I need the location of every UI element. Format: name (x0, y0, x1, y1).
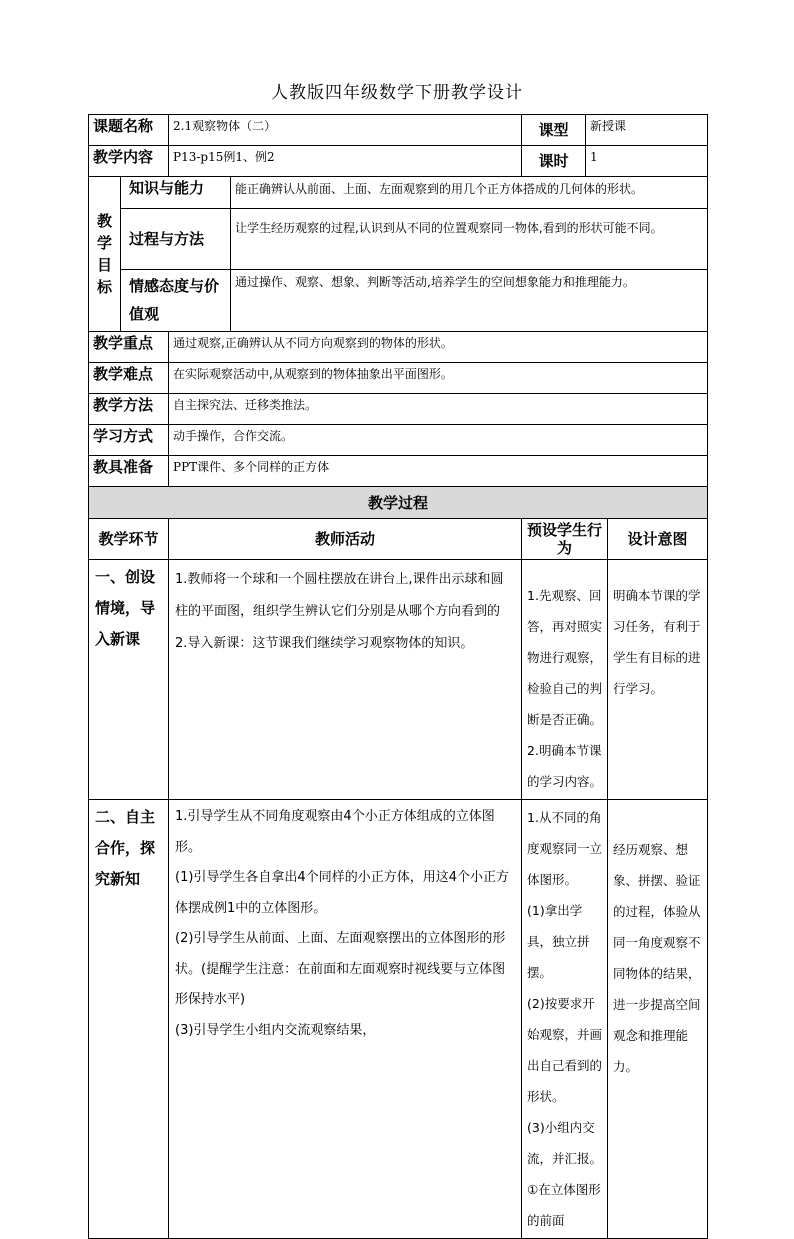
teacher-activity-item: (3)引导学生小组内交流观察结果， (175, 1022, 376, 1038)
column-header: 教学环节 (89, 519, 169, 560)
stage-cell: 二、自主合作，探究新知 (89, 800, 169, 1239)
student-behavior-item: (2)按要求开始观察，并画出自己看到的形状。 (527, 996, 603, 1104)
goal-text: 通过操作、观察、想象、判断等活动,培养学生的空间想象能力和推理能力。 (231, 270, 708, 332)
teacher-activity-cell (169, 560, 522, 800)
student-behavior-cell (522, 800, 608, 1239)
topic-value: 2.1观察物体（二） (169, 115, 522, 146)
process-title-row (89, 487, 708, 519)
info-text: 在实际观察活动中,从观察到的物体抽象出平面图形。 (169, 363, 708, 394)
student-behavior-item: (3)小组内交流，并汇报。 (527, 1120, 603, 1166)
student-behavior-item: 2.明确本节课的学习内容。 (527, 743, 603, 789)
goals-label-char: 教 (96, 212, 112, 230)
process-title: 教学过程 (89, 487, 708, 519)
hours-label: 课时 (522, 146, 586, 177)
teacher-activity-item: 1.引导学生从不同角度观察由4个小正方体组成的立体图形。 (175, 809, 495, 855)
teacher-activity-cell (169, 800, 522, 1239)
goal-label: 情感态度与价值观 (121, 270, 231, 332)
content-value: P13-p15例1、例2 (169, 146, 522, 177)
goals-label (89, 177, 121, 332)
goal-label: 知识与能力 (121, 177, 231, 209)
process-row (89, 800, 708, 1239)
goal-label: 过程与方法 (121, 209, 231, 270)
column-header: 教师活动 (169, 519, 522, 560)
info-label: 教学重点 (89, 332, 169, 363)
type-value: 新授课 (586, 115, 708, 146)
content-label: 教学内容 (89, 146, 169, 177)
info-row (89, 363, 708, 394)
topic-label: 课题名称 (89, 115, 169, 146)
teacher-activity-item: (1)引导学生各自拿出4个同样的小正方体，用这4个小正方体摆成例1中的立体图形。 (175, 870, 509, 916)
student-behavior-item: ①在立体图形的前面 (527, 1182, 601, 1228)
info-label: 教具准备 (89, 456, 169, 487)
goal-row-knowledge (89, 177, 708, 209)
goal-row-process (89, 209, 708, 270)
info-row (89, 394, 708, 425)
info-text: PPT课件、多个同样的正方体 (169, 456, 708, 487)
teacher-activity-item: 2.导入新课：这节课我们继续学习观察物体的知识。 (175, 636, 474, 651)
info-text: 通过观察,正确辨认从不同方向观察到的物体的形状。 (169, 332, 708, 363)
info-label: 教学方法 (89, 394, 169, 425)
student-behavior-item: (1)拿出学具，独立拼摆。 (527, 903, 590, 980)
goals-label-char: 标 (96, 278, 112, 296)
student-behavior-item: 1.从不同的角度观察同一立体图形。 (527, 810, 603, 887)
goals-label-char: 目 (96, 256, 112, 274)
column-header: 预设学生行为 (522, 519, 608, 560)
type-label: 课型 (522, 115, 586, 146)
page-title: 人教版四年级数学下册教学设计 (271, 83, 523, 103)
goal-text: 能正确辨认从前面、上面、左面观察到的用几个正方体搭成的几何体的形状。 (231, 177, 708, 209)
info-text: 动手操作，合作交流。 (169, 425, 708, 456)
design-intent-cell: 明确本节课的学习任务，有利于学生有目标的进行学习。 (608, 560, 708, 800)
goal-row-attitude (89, 270, 708, 332)
process-row (89, 560, 708, 800)
topic-row (89, 115, 708, 146)
teacher-activity-item: (2)引导学生从前面、上面、左面观察摆出的立体图形的形状。(提醒学生注意：在前面和左面观察时视线要与立体图形保持水平) (175, 931, 506, 1007)
content-row (89, 146, 708, 177)
design-intent-cell: 经历观察、想象、拼摆、验证的过程，体验从同一角度观察不同物体的结果，进一步提高空间观念和推理能力。 (608, 800, 708, 1239)
info-row (89, 456, 708, 487)
lesson-plan-table (88, 114, 707, 1239)
column-header: 设计意图 (608, 519, 708, 560)
teacher-activity-item: 1.教师将一个球和一个圆柱摆放在讲台上,课件出示球和圆柱的平面图，组织学生辨认它们分别是从哪个方向看到的 (175, 572, 504, 619)
info-text: 自主探究法、迁移类推法。 (169, 394, 708, 425)
hours-value: 1 (586, 146, 708, 177)
goals-label-char: 学 (96, 234, 112, 252)
student-behavior-item: 1.先观察、回答，再对照实物进行观察，检验自己的判断是否正确。 (527, 588, 603, 727)
goal-text: 让学生经历观察的过程,认识到从不同的位置观察同一物体,看到的形状可能不同。 (231, 209, 708, 270)
info-label: 学习方式 (89, 425, 169, 456)
info-row (89, 332, 708, 363)
info-label: 教学难点 (89, 363, 169, 394)
student-behavior-cell (522, 560, 608, 800)
stage-cell: 一、创设情境，导入新课 (89, 560, 169, 800)
info-row (89, 425, 708, 456)
process-header-row (89, 519, 708, 560)
